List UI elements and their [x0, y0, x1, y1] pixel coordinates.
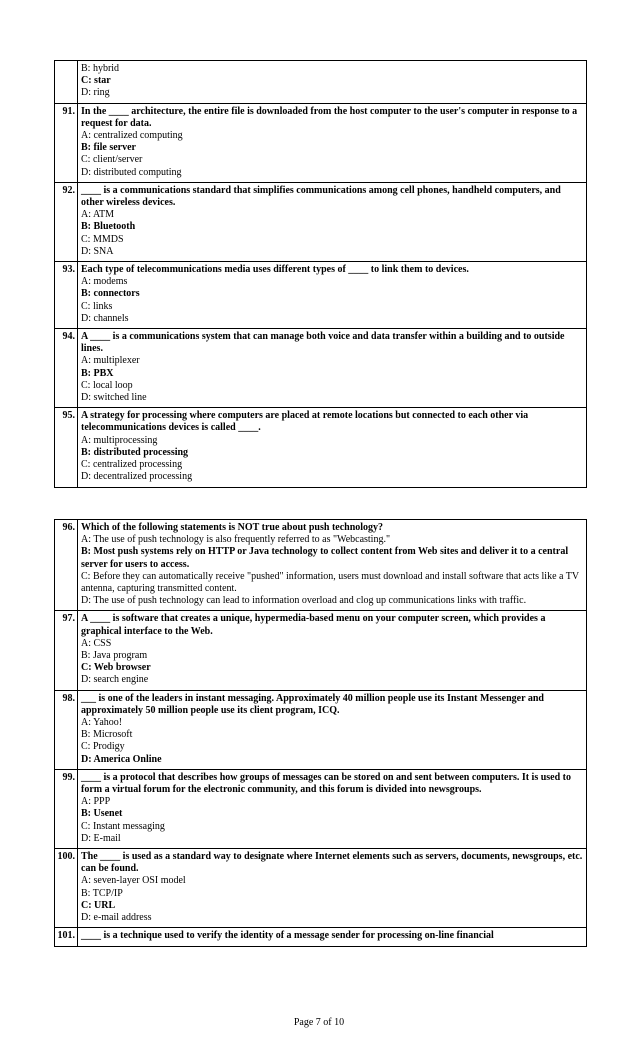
question-number [55, 61, 78, 104]
answer-option: A: multiprocessing [81, 434, 158, 446]
question-body [78, 928, 587, 946]
question-row [55, 690, 587, 769]
question-text: A ____ is a communications system that can manage both voice and data transfer within a building and to outside lines. [81, 331, 565, 355]
answer-option: A: The use of push technology is also frequently referred to as "Webcasting." [81, 534, 391, 546]
question-text: Which of the following statements is NOT true about push technology? [81, 522, 384, 533]
answer-option: D: channels [81, 312, 129, 324]
question-number: 97. [55, 611, 78, 690]
answer-option: C: centralized processing [81, 459, 183, 471]
question-number: 99. [55, 769, 78, 848]
question-text: ____ is a technique used to verify the identity of a message sender for processing on-line financial [81, 930, 494, 942]
answer-option: C: client/server [81, 154, 143, 166]
question-row [55, 262, 587, 329]
question-row [55, 611, 587, 690]
question-body [78, 520, 587, 611]
question-row [55, 520, 587, 611]
answer-option-correct: C: URL [81, 899, 116, 911]
question-row [55, 849, 587, 928]
question-table-1 [54, 60, 587, 488]
answer-option: D: E-mail [81, 832, 121, 844]
answer-option: D: switched line [81, 392, 147, 404]
answer-option: A: ATM [81, 209, 115, 221]
question-row [55, 408, 587, 487]
question-body [78, 61, 587, 104]
question-text: A strategy for processing where computers are placed at remote locations but connected to each other via telecommunications devices is called ____. [81, 410, 529, 434]
page-footer: Page 7 of 10 [293, 1017, 345, 1028]
answer-option: C: local loop [81, 379, 133, 391]
answer-option: B: Microsoft [81, 729, 133, 741]
question-number: 100. [55, 849, 78, 928]
answer-option-correct: D: America Online [81, 753, 162, 765]
question-text: ___ is one of the leaders in instant messaging. Approximately 40 million people use its Instant Messenger and approximately 50 million people use its client program, ICQ. [81, 692, 544, 716]
question-body [78, 182, 587, 261]
question-row [55, 61, 587, 104]
question-text: In the ____ architecture, the entire file is downloaded from the host computer to the user's computer in response to a request for data. [81, 105, 578, 129]
answer-option-correct: B: PBX [81, 367, 114, 379]
answer-option-correct: B: Most push systems rely on HTTP or Java technology to collect content from Web sites and deliver it to a central server for users to access. [81, 546, 569, 570]
question-text: Each type of telecommunications media uses different types of ____ to link them to devices. [81, 264, 469, 276]
answer-option-correct: B: connectors [81, 288, 140, 300]
answer-option: D: The use of push technology can lead to information overload and clog up communications links with traffic. [81, 595, 527, 607]
question-number: 98. [55, 690, 78, 769]
answer-option: D: search engine [81, 674, 149, 686]
question-number: 96. [55, 520, 78, 611]
answer-option: A: seven-layer OSI model [81, 875, 186, 887]
answer-option-correct: C: star [81, 75, 111, 87]
answer-option: C: Prodigy [81, 741, 125, 753]
answer-option-correct: B: Bluetooth [81, 221, 136, 233]
question-number: 94. [55, 329, 78, 408]
question-number: 92. [55, 182, 78, 261]
question-row [55, 329, 587, 408]
question-number: 93. [55, 262, 78, 329]
question-body [78, 103, 587, 182]
question-row [55, 769, 587, 848]
answer-option: D: ring [81, 87, 110, 99]
question-text: ____ is a protocol that describes how groups of messages can be stored on and sent between computers. It is used to form a virtual forum for the electronic community, and this forum is divided into newsgroups. [81, 771, 572, 796]
question-number: 91. [55, 103, 78, 182]
answer-option-correct: B: Usenet [81, 808, 123, 820]
answer-option: C: MMDS [81, 233, 124, 245]
answer-option: A: multiplexer [81, 355, 140, 367]
question-body [78, 408, 587, 487]
answer-option: D: decentralized processing [81, 471, 193, 483]
question-number: 95. [55, 408, 78, 487]
answer-option: A: Yahoo! [81, 717, 123, 729]
question-text: A ____ is software that creates a unique, hypermedia-based menu on your computer screen, which provides a graphical interface to the Web. [81, 613, 546, 637]
answer-option: C: Before they can automatically receive "pushed" information, users must download and install software that acts like a TV antenna, capturing transmitted content. [81, 570, 579, 595]
answer-option: B: Java program [81, 650, 148, 662]
answer-option: C: Instant messaging [81, 820, 165, 832]
answer-option: D: distributed computing [81, 166, 182, 178]
question-row [55, 103, 587, 182]
question-row [55, 928, 587, 946]
question-body [78, 769, 587, 848]
answer-option: A: centralized computing [81, 130, 183, 142]
question-body [78, 690, 587, 769]
answer-option-correct: B: distributed processing [81, 446, 189, 458]
question-row [55, 182, 587, 261]
answer-option: B: hybrid [81, 63, 120, 74]
question-text: ____ is a communications standard that simplifies communications among cell phones, handheld computers, and other wireless devices. [81, 184, 561, 209]
question-number: 101. [55, 928, 78, 946]
question-table-2 [54, 519, 587, 947]
question-body [78, 262, 587, 329]
question-body [78, 611, 587, 690]
question-text: The ____ is used as a standard way to designate where Internet elements such as servers, documents, newsgroups, etc. can be found. [81, 851, 583, 875]
answer-option: A: CSS [81, 637, 112, 649]
answer-option: B: TCP/IP [81, 887, 123, 899]
answer-option-correct: B: file server [81, 142, 136, 154]
answer-option: D: SNA [81, 245, 114, 257]
question-body [78, 849, 587, 928]
answer-option: A: modems [81, 276, 128, 288]
answer-option-correct: C: Web browser [81, 662, 151, 674]
answer-option: C: links [81, 300, 113, 312]
answer-option: A: PPP [81, 796, 111, 808]
question-body [78, 329, 587, 408]
answer-option: D: e-mail address [81, 912, 152, 924]
